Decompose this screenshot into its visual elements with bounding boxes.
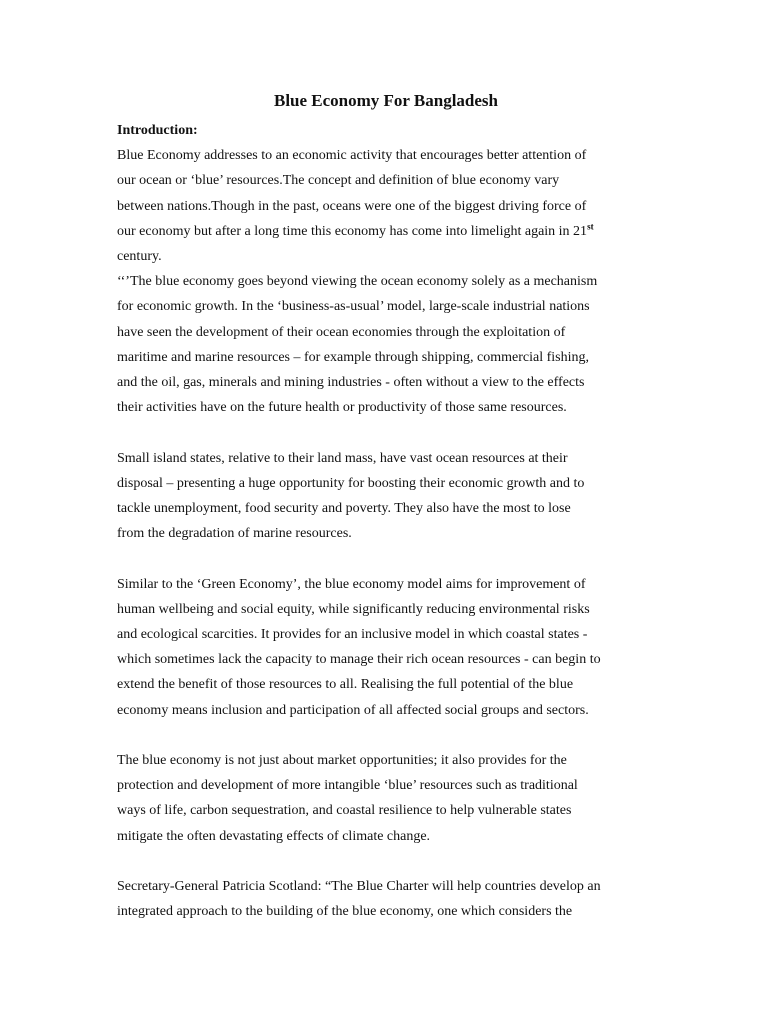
paragraph-1 [117, 143, 677, 269]
paragraph-5-line: mitigate the often devastating effects of climate change. [117, 828, 431, 844]
paragraph-2-line: maritime and marine resources – for example through shipping, commercial fishing, [117, 349, 589, 365]
paragraph-4-line: and ecological scarcities. It provides for an inclusive model in which coastal states - [117, 627, 588, 643]
paragraph-4-line: economy means inclusion and participation of all affected social groups and sectors. [117, 702, 589, 718]
paragraph-4-line: extend the benefit of those resources to all. Realising the full potential of the blue [117, 677, 574, 693]
paragraph-2-line: for economic growth. In the ‘business-as-usual’ model, large-scale industrial nations [117, 299, 590, 315]
introduction-heading: Introduction: [117, 123, 198, 138]
paragraph-3-line: from the degradation of marine resources. [117, 526, 352, 542]
paragraph-1-line: century. [117, 249, 162, 265]
paragraph-3 [117, 446, 677, 547]
paragraph-5-line: protection and development of more intangible ‘blue’ resources such as traditional [117, 778, 578, 794]
document-title: Blue Economy For Bangladesh [273, 91, 499, 110]
paragraph-2 [117, 269, 677, 420]
paragraph-2-line: ‘‘’The blue economy goes beyond viewing the ocean economy solely as a mechanism [117, 274, 598, 290]
paragraph-6 [117, 874, 677, 924]
paragraph-3-line: Small island states, relative to their land mass, have vast ocean resources at their [117, 450, 568, 466]
paragraph-4 [117, 572, 677, 723]
paragraph-3-line: tackle unemployment, food security and poverty. They also have the most to lose [117, 501, 571, 517]
document-body [117, 118, 677, 924]
paragraph-4-line: Similar to the ‘Green Economy’, the blue economy model aims for improvement of [117, 576, 586, 592]
paragraph-2-line: have seen the development of their ocean economies through the exploitation of [117, 324, 566, 340]
century-superscript: st [587, 221, 594, 232]
paragraph-1-line: Blue Economy addresses to an economic activity that encourages better attention of [117, 148, 587, 164]
paragraph-1-line-text: our economy but after a long time this economy has come into limelight again in 21 [117, 223, 588, 239]
paragraph-1-line [117, 219, 677, 244]
paragraph-6-line: Secretary-General Patricia Scotland: “The Blue Charter will help countries develop an [117, 879, 601, 895]
paragraph-6-line: integrated approach to the building of the blue economy, one which considers the [117, 904, 573, 920]
paragraph-4-line: which sometimes lack the capacity to manage their rich ocean resources - can begin to [117, 652, 601, 668]
paragraph-2-line: their activities have on the future health or productivity of those same resources. [117, 400, 567, 416]
paragraph-3-line: disposal – presenting a huge opportunity for boosting their economic growth and to [117, 475, 585, 491]
paragraph-5-line: ways of life, carbon sequestration, and coastal resilience to help vulnerable states [117, 803, 572, 819]
paragraph-5 [117, 748, 677, 849]
paragraph-2-line: and the oil, gas, minerals and mining industries - often without a view to the effects [117, 375, 585, 391]
paragraph-5-line: The blue economy is not just about market opportunities; it also provides for the [117, 753, 567, 769]
paragraph-4-line: human wellbeing and social equity, while significantly reducing environmental risks [117, 601, 590, 617]
paragraph-1-line: our ocean or ‘blue’ resources.The concept and definition of blue economy vary [117, 173, 560, 189]
paragraph-1-line: between nations.Though in the past, oceans were one of the biggest driving force of [117, 198, 587, 214]
